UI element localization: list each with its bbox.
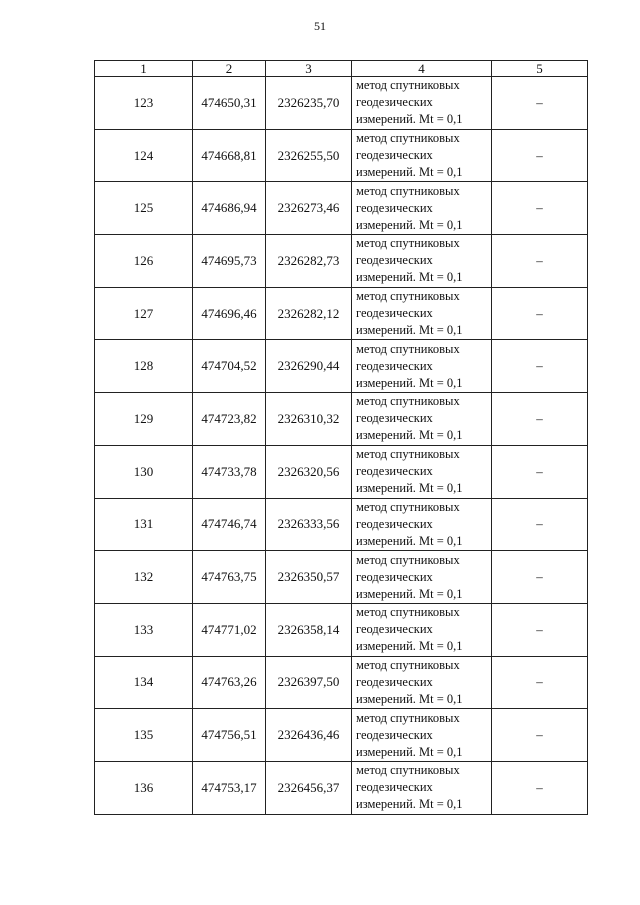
method-line: метод спутниковых: [356, 763, 460, 778]
x-coordinate-cell: 474704,52: [193, 340, 266, 393]
method-line: измерений. Mt = 0,1: [356, 165, 463, 180]
header-cell-5: 5: [492, 61, 588, 77]
method-line: измерений. Mt = 0,1: [356, 744, 463, 759]
method-line: геодезических: [356, 306, 433, 321]
table-row: [95, 709, 588, 762]
header-cell-3: 3: [266, 61, 352, 77]
table-row: [95, 393, 588, 446]
y-coordinate-cell: 2326436,46: [266, 709, 352, 762]
method-line: метод спутниковых: [356, 605, 460, 620]
method-cell: [352, 603, 492, 656]
method-line: измерений. Mt = 0,1: [356, 691, 463, 706]
method-line: метод спутниковых: [356, 78, 460, 93]
method-line: метод спутниковых: [356, 394, 460, 409]
point-number-cell: 124: [95, 129, 193, 182]
method-cell: [352, 761, 492, 814]
x-coordinate-cell: 474695,73: [193, 235, 266, 288]
x-coordinate-cell: 474771,02: [193, 603, 266, 656]
table-body: [95, 77, 588, 815]
header-cell-2: 2: [193, 61, 266, 77]
x-coordinate-cell: 474668,81: [193, 129, 266, 182]
note-cell: –: [492, 709, 588, 762]
method-line: измерений. Mt = 0,1: [356, 533, 463, 548]
method-cell: [352, 129, 492, 182]
y-coordinate-cell: 2326255,50: [266, 129, 352, 182]
table-row: [95, 445, 588, 498]
y-coordinate-cell: 2326290,44: [266, 340, 352, 393]
method-line: геодезических: [356, 200, 433, 215]
method-line: измерений. Mt = 0,1: [356, 217, 463, 232]
x-coordinate-cell: 474733,78: [193, 445, 266, 498]
table-row: [95, 551, 588, 604]
method-cell: [352, 287, 492, 340]
method-line: метод спутниковых: [356, 657, 460, 672]
note-cell: –: [492, 761, 588, 814]
x-coordinate-cell: 474763,26: [193, 656, 266, 709]
method-line: метод спутниковых: [356, 289, 460, 304]
method-line: измерений. Mt = 0,1: [356, 112, 463, 127]
table-row: [95, 182, 588, 235]
table-row: [95, 340, 588, 393]
method-line: измерений. Mt = 0,1: [356, 428, 463, 443]
point-number-cell: 136: [95, 761, 193, 814]
note-cell: –: [492, 498, 588, 551]
y-coordinate-cell: 2326273,46: [266, 182, 352, 235]
method-line: метод спутниковых: [356, 447, 460, 462]
point-number-cell: 127: [95, 287, 193, 340]
method-line: геодезических: [356, 253, 433, 268]
method-line: измерений. Mt = 0,1: [356, 323, 463, 338]
method-cell: [352, 235, 492, 288]
y-coordinate-cell: 2326282,73: [266, 235, 352, 288]
method-line: измерений. Mt = 0,1: [356, 375, 463, 390]
method-line: измерений. Mt = 0,1: [356, 270, 463, 285]
method-line: метод спутниковых: [356, 499, 460, 514]
table-row: [95, 235, 588, 288]
method-line: метод спутниковых: [356, 183, 460, 198]
point-number-cell: 128: [95, 340, 193, 393]
note-cell: –: [492, 445, 588, 498]
y-coordinate-cell: 2326320,56: [266, 445, 352, 498]
method-line: геодезических: [356, 516, 433, 531]
header-row: [95, 61, 588, 77]
x-coordinate-cell: 474696,46: [193, 287, 266, 340]
method-line: геодезических: [356, 148, 433, 163]
method-line: метод спутниковых: [356, 552, 460, 567]
note-cell: –: [492, 603, 588, 656]
note-cell: –: [492, 235, 588, 288]
method-cell: [352, 498, 492, 551]
y-coordinate-cell: 2326350,57: [266, 551, 352, 604]
y-coordinate-cell: 2326456,37: [266, 761, 352, 814]
method-cell: [352, 393, 492, 446]
method-cell: [352, 656, 492, 709]
note-cell: –: [492, 129, 588, 182]
point-number-cell: 129: [95, 393, 193, 446]
point-number-cell: 132: [95, 551, 193, 604]
header-cell-1: 1: [95, 61, 193, 77]
note-cell: –: [492, 551, 588, 604]
point-number-cell: 134: [95, 656, 193, 709]
method-line: метод спутниковых: [356, 710, 460, 725]
x-coordinate-cell: 474686,94: [193, 182, 266, 235]
method-line: геодезических: [356, 622, 433, 637]
x-coordinate-cell: 474763,75: [193, 551, 266, 604]
method-line: геодезических: [356, 727, 433, 742]
method-line: геодезических: [356, 674, 433, 689]
method-line: геодезических: [356, 95, 433, 110]
method-line: геодезических: [356, 569, 433, 584]
table-row: [95, 287, 588, 340]
method-line: метод спутниковых: [356, 131, 460, 146]
note-cell: –: [492, 340, 588, 393]
x-coordinate-cell: 474753,17: [193, 761, 266, 814]
method-line: геодезических: [356, 411, 433, 426]
x-coordinate-cell: 474746,74: [193, 498, 266, 551]
y-coordinate-cell: 2326333,56: [266, 498, 352, 551]
note-cell: –: [492, 287, 588, 340]
method-line: геодезических: [356, 780, 433, 795]
note-cell: –: [492, 77, 588, 130]
note-cell: –: [492, 182, 588, 235]
point-number-cell: 131: [95, 498, 193, 551]
method-cell: [352, 445, 492, 498]
table-row: [95, 603, 588, 656]
y-coordinate-cell: 2326397,50: [266, 656, 352, 709]
point-number-cell: 126: [95, 235, 193, 288]
method-cell: [352, 709, 492, 762]
x-coordinate-cell: 474650,31: [193, 77, 266, 130]
method-line: метод спутниковых: [356, 341, 460, 356]
table-header: [95, 61, 588, 77]
point-number-cell: 125: [95, 182, 193, 235]
note-cell: –: [492, 393, 588, 446]
method-line: измерений. Mt = 0,1: [356, 639, 463, 654]
table-row: [95, 77, 588, 130]
method-line: измерений. Mt = 0,1: [356, 481, 463, 496]
method-cell: [352, 551, 492, 604]
table-row: [95, 498, 588, 551]
point-number-cell: 123: [95, 77, 193, 130]
method-line: геодезических: [356, 464, 433, 479]
method-line: измерений. Mt = 0,1: [356, 586, 463, 601]
page-number: 51: [314, 19, 326, 33]
header-cell-4: 4: [352, 61, 492, 77]
method-line: измерений. Mt = 0,1: [356, 797, 463, 812]
point-number-cell: 135: [95, 709, 193, 762]
coordinates-table: [94, 60, 588, 815]
x-coordinate-cell: 474723,82: [193, 393, 266, 446]
table-row: [95, 656, 588, 709]
y-coordinate-cell: 2326310,32: [266, 393, 352, 446]
x-coordinate-cell: 474756,51: [193, 709, 266, 762]
y-coordinate-cell: 2326358,14: [266, 603, 352, 656]
point-number-cell: 130: [95, 445, 193, 498]
method-cell: [352, 340, 492, 393]
note-cell: –: [492, 656, 588, 709]
method-cell: [352, 77, 492, 130]
table-row: [95, 129, 588, 182]
method-line: геодезических: [356, 358, 433, 373]
method-line: метод спутниковых: [356, 236, 460, 251]
y-coordinate-cell: 2326282,12: [266, 287, 352, 340]
point-number-cell: 133: [95, 603, 193, 656]
y-coordinate-cell: 2326235,70: [266, 77, 352, 130]
method-cell: [352, 182, 492, 235]
table-row: [95, 761, 588, 814]
